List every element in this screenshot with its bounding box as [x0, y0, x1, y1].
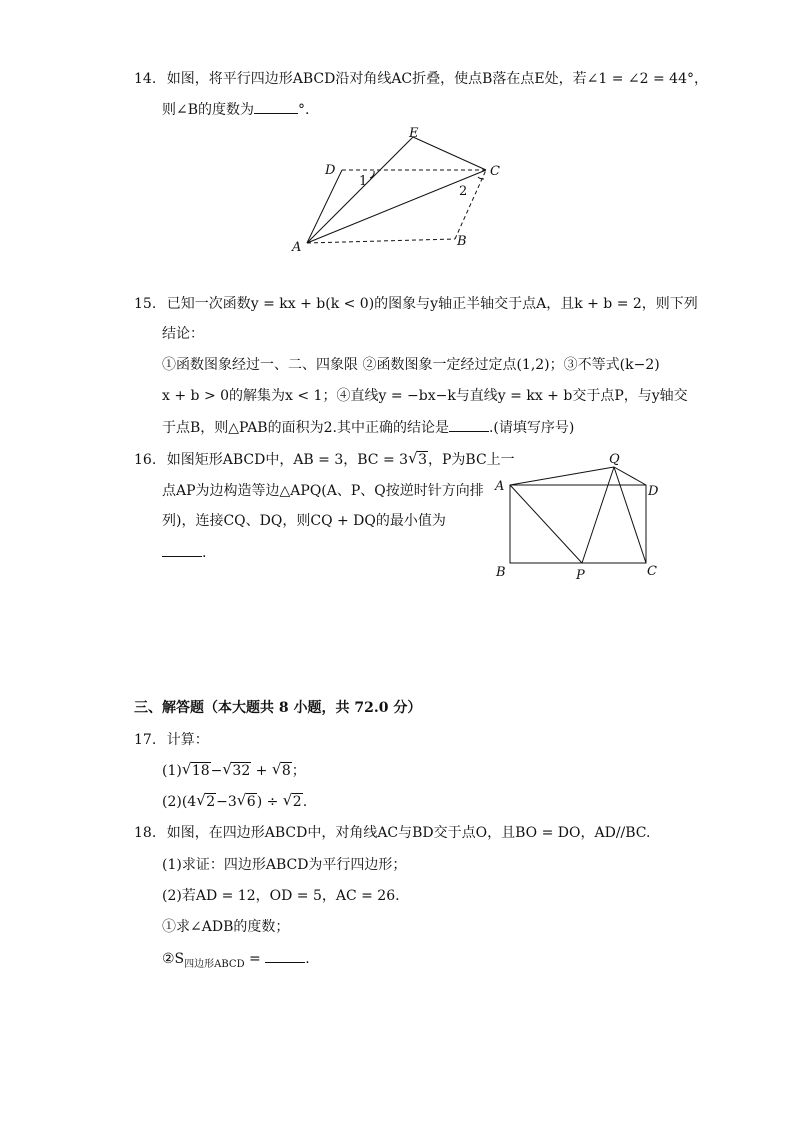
q18-sub2	[162, 948, 310, 975]
q16-label-B: B	[496, 565, 506, 580]
q17-part2-end: .	[302, 794, 308, 810]
q15-hint: .(请填写序号)	[488, 420, 575, 436]
q16-stem-a: 如图矩形ABCD中，AB = 3，BC = 3	[166, 452, 409, 468]
q17-sqrt-2b: √ 2	[282, 791, 302, 810]
q16-label-D: D	[648, 484, 659, 499]
q16-answer-blank[interactable]	[162, 542, 202, 557]
q17-sqrt-2b-value: 2	[292, 794, 302, 810]
q18-part2: (2)若AD = 12，OD = 5，AC = 26.	[162, 888, 400, 904]
q17-number: 17.	[134, 732, 157, 748]
q15-stem: 已知一次函数y = kx + b(k < 0)的图象与y轴正半轴交于点A，且k + b = 2，则下列	[166, 296, 698, 312]
q18-sub2-end: .	[305, 951, 310, 967]
q14-answer-blank[interactable]	[254, 99, 298, 114]
q17-op-plus: +	[251, 763, 272, 779]
q14-line-AC	[307, 170, 486, 243]
q14-label-C: C	[490, 164, 500, 179]
q18-part1: (1)求证：四边形ABCD为平行四边形；	[162, 857, 407, 873]
q15-question: 于点B，则△PAB的面积为2.其中正确的结论是	[162, 420, 449, 436]
q16-sqrt: √ 3	[408, 449, 427, 468]
q17-sqrt-32: √ 32	[222, 760, 251, 779]
q14-label-A: A	[292, 240, 302, 255]
section3-heading: 三、解答题（本大题共 8 小题，共 72.0 分）	[134, 700, 422, 716]
q14-text-line2	[162, 99, 309, 120]
q16-text-line3: 列)，连接CQ、DQ，则CQ + DQ的最小值为	[162, 513, 446, 529]
q17-part1-label: (1)	[162, 763, 182, 779]
q17-title-line	[134, 730, 209, 750]
q16-figure	[490, 450, 670, 585]
q14-stem: 如图，将平行四边形ABCD沿对角线AC折叠，使点B落在点E处，若∠1 = ∠2 = 44°，	[166, 71, 708, 87]
q16-label-A: A	[495, 479, 505, 494]
q16-stem-b: ，P为BC上一	[427, 452, 515, 468]
q16-line-QC	[614, 467, 646, 563]
q16-line-PQ	[582, 467, 614, 563]
q14-figure	[290, 125, 510, 255]
q17-sqrt-8: √ 8	[271, 760, 291, 779]
q17-op-divide: ) ÷	[256, 794, 283, 810]
q17-title: 计算：	[166, 732, 209, 748]
q18-sub2-label: ②S	[162, 951, 185, 967]
q14-line-AB	[307, 239, 455, 243]
q18-sub2-subscript: 四边形ABCD	[184, 958, 245, 970]
q17-part2-mid: −3	[216, 794, 237, 810]
q17-part2-label: (2)(4	[162, 794, 197, 810]
q16-text-line2: 点AP为边构造等边△APQ(A、P、Q按逆时针方向排	[162, 483, 484, 499]
q17-sqrt-6: √ 6	[236, 791, 256, 810]
q14-number: 14.	[134, 71, 157, 87]
q15-text-line2: 结论：	[162, 326, 204, 342]
q17-part1	[162, 761, 306, 781]
q16-sqrt-value: 3	[418, 452, 427, 468]
q14-line-EC	[413, 137, 486, 170]
q18-answer-blank[interactable]	[265, 948, 305, 963]
q17-sqrt-2a-value: 2	[206, 794, 216, 810]
q18-sub1: ①求∠ADB的度数；	[162, 919, 290, 935]
q17-sqrt-6-value: 6	[246, 794, 256, 810]
q17-sqrt-8-value: 8	[281, 763, 291, 779]
q18-number: 18.	[134, 825, 157, 841]
q15-answer-blank[interactable]	[449, 417, 489, 432]
q16-line-AP	[510, 485, 582, 563]
q14-question: 则∠B的度数为	[162, 102, 255, 118]
q16-text-line4	[162, 542, 206, 563]
q14-label-angle1: 1	[359, 174, 368, 189]
q15-text-line3: ①函数图象经过一、二、四象限 ②函数图象一定经过定点(1,2)；③不等式(k−2)	[162, 357, 660, 373]
q17-sqrt-18-value: 18	[191, 763, 210, 779]
q17-sqrt-18: √ 18	[181, 760, 210, 779]
q14-label-E: E	[409, 126, 419, 141]
q16-line-AQ	[510, 467, 614, 485]
q16-number: 16.	[134, 452, 157, 468]
q14-angle2-arc	[478, 177, 484, 179]
q17-sqrt-2a: √ 2	[196, 791, 216, 810]
q15-text-line5	[162, 417, 574, 438]
q17-op-minus: −	[210, 763, 223, 779]
q14-label-D: D	[325, 163, 336, 178]
q14-line-AD	[307, 170, 342, 243]
q16-label-C: C	[647, 564, 657, 579]
q14-label-B: B	[457, 234, 467, 249]
q16-period: .	[202, 545, 207, 561]
q16-text-line1	[134, 450, 515, 470]
q17-part1-end: ；	[291, 763, 306, 779]
q18-stem: 如图，在四边形ABCD中，对角线AC与BD交于点O，且BO = DO，AD//BC.	[166, 825, 651, 841]
q17-sqrt-32-value: 32	[232, 763, 251, 779]
q16-label-Q: Q	[609, 452, 620, 467]
q14-unit: °.	[298, 102, 310, 118]
q15-number: 15.	[134, 296, 157, 312]
q14-text-line1	[134, 69, 708, 89]
q18-sub2-eq: =	[244, 951, 266, 967]
q15-text-line1	[134, 294, 698, 314]
q14-label-angle2: 2	[459, 184, 468, 199]
q15-text-line4: x + b > 0的解集为x < 1；④直线y = −bx−k与直线y = kx + b交于点P，与y轴交	[162, 388, 688, 404]
q18-text-line1	[134, 823, 650, 843]
q14-line-AE	[307, 137, 413, 243]
q16-rectangle-ABCD	[510, 485, 646, 563]
q17-part2	[162, 792, 307, 812]
q16-label-P: P	[576, 568, 585, 583]
